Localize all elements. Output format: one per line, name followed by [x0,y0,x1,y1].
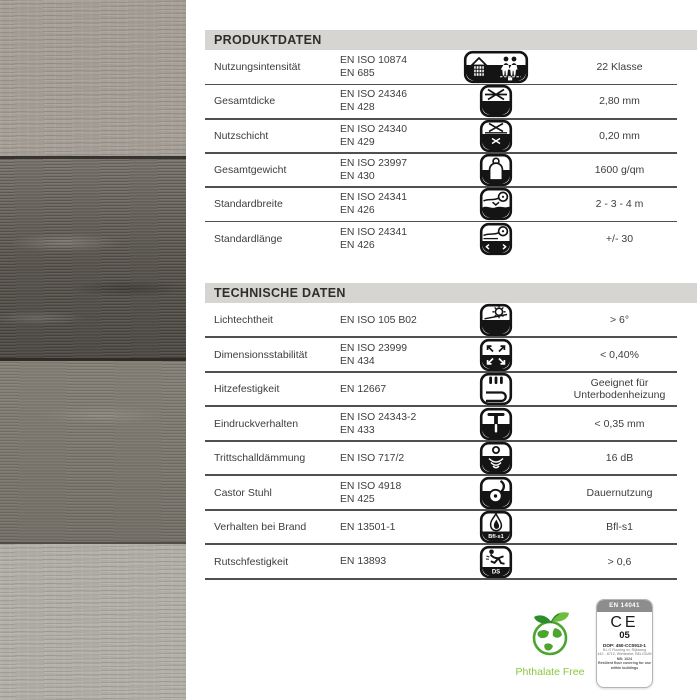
property-label: Dimensionsstabilität [214,348,308,361]
norm-standards: EN ISO 10874 EN 685 [340,55,408,80]
norm-standards: EN ISO 24341 EN 426 [340,192,408,217]
table-row [205,337,697,372]
property-value: 22 Klasse [596,61,643,74]
property-label: Rutschfestigkeit [214,555,289,568]
property-value: 16 dB [605,452,634,464]
globe-leaf-icon [524,610,576,660]
property-label: Hitzefestigkeit [214,383,280,396]
castor-chair-icon [450,476,542,510]
roll-width-icon [450,187,542,221]
phthalate-free-label: Phthalate Free [515,666,585,678]
norm-standards: EN 13893 [340,556,387,568]
ce-address-line: B.I.G Flooring nv, Rijksweg [602,647,647,652]
property-label: Verhalten bei Brand [214,521,307,534]
property-label: Standardlänge [214,232,283,245]
weight-icon [450,153,542,187]
impact-sound-icon [450,441,542,475]
property-label: Castor Stuhl [214,486,272,499]
table-row [205,119,697,153]
property-value: 2 - 3 - 4 m [595,198,644,211]
norm-standards: EN ISO 24341 EN 426 [340,226,408,251]
ce-standard-band: EN 14041 [597,600,652,612]
ce-notified-body: NB: 1024 [616,657,633,662]
norm-standards: EN ISO 23997 EN 430 [340,158,408,183]
ce-mark-icon: CE [610,614,639,631]
property-label: Lichtechtheit [214,314,273,327]
property-label: Trittschalldämmung [214,452,306,465]
wood-plank [0,361,186,544]
property-value: > 6° [609,314,630,326]
dimensional-stability-icon [450,338,542,372]
ce-description-line: Resilient floor covering for use [598,661,651,666]
table-row [205,510,697,545]
norm-standards: EN 12667 [340,383,387,395]
property-value: Bfl-s1 [606,521,633,533]
property-value: 1600 g/qm [594,164,645,176]
norm-standards: EN ISO 4918 EN 425 [340,480,402,505]
total-thickness-icon [450,84,542,118]
slip-resistance-icon [450,545,542,579]
property-value: Dauernutzung [586,486,653,499]
property-value: > 0,6 [607,555,632,568]
svg-text:Bfl-s1: Bfl-s1 [488,534,504,541]
ce-label [596,599,653,688]
norm-standards: EN ISO 105 B02 [340,314,417,326]
table-row [205,153,697,187]
table-row [205,441,697,476]
wood-texture-image [0,0,186,700]
produktdaten-rows [205,50,697,256]
table-row [205,372,697,407]
norm-standards: EN ISO 24346 EN 428 [340,89,408,114]
norm-standards: EN ISO 24340 EN 429 [340,123,408,148]
property-value: Geeignet für Unterbodenheizung [573,376,666,402]
table-row [205,406,697,441]
property-label: Eindruckverhalten [214,417,299,430]
section-title-technische-daten: TECHNISCHE DATEN [205,283,697,303]
section-produktdaten [205,30,697,256]
property-label: Nutzungsintensität [214,61,301,74]
ce-address-line: 442 - 8710, Wielsbeke, BELGIUM [597,651,652,656]
wood-plank [0,159,186,361]
underfloor-heating-icon [450,372,542,406]
technische-daten-rows [205,303,697,579]
usage-class-icon [450,50,542,84]
table-row [205,303,697,338]
table-row [205,50,697,84]
table-row [205,475,697,510]
section-technische-daten [205,283,697,579]
property-value: < 0,40% [600,348,639,361]
ce-description-line: within buildings [610,665,639,670]
fire-behaviour-icon [450,510,542,544]
section-title-produktdaten: PRODUKTDATEN [205,30,697,50]
property-label: Gesamtdicke [214,95,276,108]
roll-length-icon [450,222,542,256]
property-value: 2,80 mm [599,95,640,108]
table-row [205,544,697,579]
indentation-icon [450,407,542,441]
svg-text:DS: DS [491,568,501,575]
wood-plank [0,544,186,700]
table-row [205,187,697,221]
norm-standards: EN ISO 23999 EN 434 [340,342,408,367]
ce-year: 05 [619,630,630,641]
light-fastness-icon [450,303,542,337]
ce-dop-number: DOP: 450-CC0913-1 [603,642,646,648]
property-value: 0,20 mm [599,129,640,142]
table-row [205,221,697,255]
datasheet-tables [205,0,697,579]
norm-standards: EN ISO 24343-2 EN 433 [340,411,417,436]
table-row [205,84,697,118]
property-label: Nutzschicht [214,129,269,142]
wood-plank [0,0,186,159]
property-value: < 0,35 mm [594,417,645,430]
wear-layer-icon [450,119,542,153]
property-label: Standardbreite [214,198,283,211]
property-label: Gesamtgewicht [214,164,287,177]
norm-standards: EN 13501-1 [340,521,396,533]
phthalate-free-logo [500,610,600,678]
property-value: +/- 30 [605,232,634,245]
norm-standards: EN ISO 717/2 [340,452,405,464]
